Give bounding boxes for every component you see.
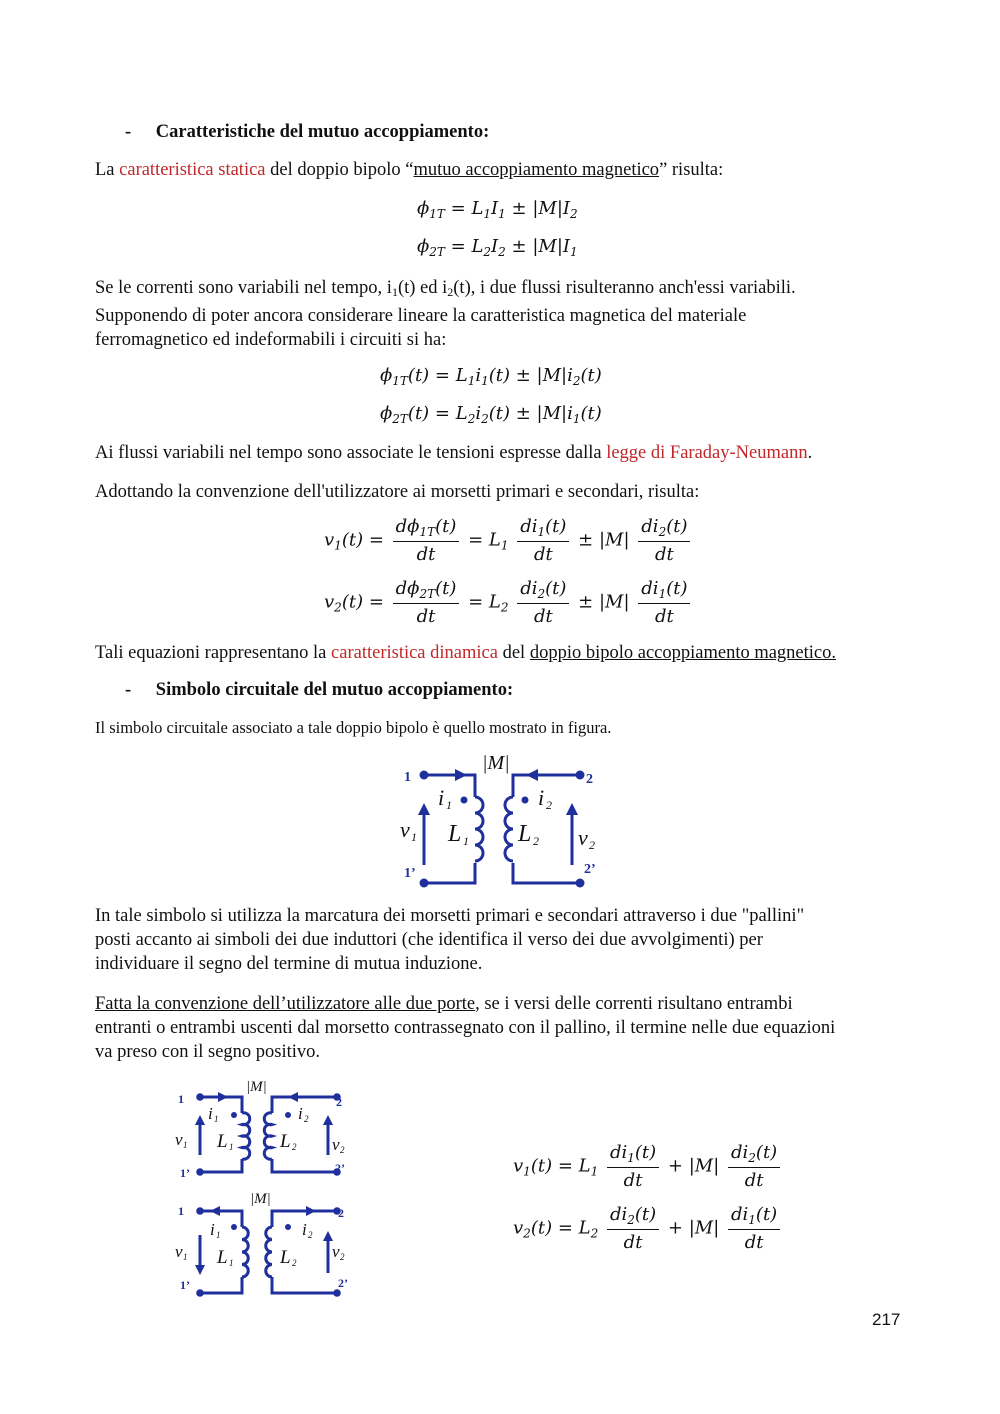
svg-text:2: 2 bbox=[336, 1095, 342, 1109]
highlight-term: legge di Faraday-Neumann bbox=[606, 443, 808, 463]
svg-text:v: v bbox=[332, 1242, 340, 1261]
equation-dynamic-2: $v_2(t)$ = $\frac{d\phi_{2T}(t)}{dt}$ = $L_2$ $\frac{di_2(t)}{dt}$ ± |M| $\frac{di_1(t)}{dt}$ bbox=[324, 578, 693, 627]
equation-static-2: $\phi_{2T} = L_2I_2 \pm |M|I_1$ bbox=[417, 236, 578, 259]
equation-flux-1: $\phi_{1T}(t) = L_1i_1(t) \pm |M|i_2(t)$ bbox=[380, 365, 602, 388]
underlined-term: doppio bipolo accoppiamento magnetico. bbox=[529, 643, 837, 663]
highlight-term: caratteristica statica bbox=[119, 160, 266, 180]
terminal-1p-label: 1’ bbox=[404, 866, 416, 881]
svg-text:|M|: |M| bbox=[246, 1079, 267, 1095]
page-number: 217 bbox=[872, 1310, 901, 1329]
terminal-1-label: 1 bbox=[404, 770, 411, 785]
svg-text:1: 1 bbox=[183, 1252, 188, 1262]
svg-text:2: 2 bbox=[546, 798, 552, 812]
svg-text:1: 1 bbox=[446, 798, 452, 812]
svg-text:2: 2 bbox=[308, 1230, 313, 1240]
svg-text:v: v bbox=[175, 1242, 183, 1261]
svg-text:|M|: |M| bbox=[250, 1191, 271, 1207]
bullet-dash: - bbox=[125, 122, 132, 142]
svg-text:v: v bbox=[332, 1135, 340, 1154]
svg-text:i: i bbox=[538, 785, 545, 810]
paragraph-static bbox=[95, 158, 723, 182]
equation-positive-1: $v_1(t) = L_1$ $\frac{di_1(t)}{dt}$ + |M| $\frac{di_2(t)}{dt}$ bbox=[513, 1142, 783, 1191]
svg-text:L: L bbox=[280, 1131, 291, 1152]
paragraph-time-varying: Se le correnti sono variabili nel tempo, i1(t) ed i2(t), i due flussi risulteranno anch'essi variabili. Supponendo di poter ancora considerare lineare la caratteristica magnetica del materiale ferromagnetico ed indeformabili i circuiti si ha: bbox=[95, 278, 796, 350]
svg-text:L: L bbox=[280, 1247, 291, 1268]
svg-text:2: 2 bbox=[589, 838, 595, 852]
svg-text:2’: 2’ bbox=[335, 1161, 345, 1175]
svg-text:L: L bbox=[217, 1247, 228, 1268]
section-title: Caratteristiche del mutuo accoppiamento: bbox=[155, 122, 490, 142]
svg-text:1’: 1’ bbox=[180, 1166, 190, 1180]
svg-text:2: 2 bbox=[292, 1258, 297, 1268]
svg-text:1: 1 bbox=[183, 1140, 188, 1150]
svg-text:L: L bbox=[518, 821, 532, 847]
text-run: La bbox=[95, 160, 120, 180]
svg-text:i: i bbox=[438, 785, 445, 810]
text-run: del doppio bipolo “ bbox=[265, 160, 414, 180]
text-run: ” risulta: bbox=[659, 160, 724, 180]
svg-text:v: v bbox=[400, 817, 410, 842]
highlight-term: caratteristica dinamica bbox=[331, 643, 498, 663]
equation-static-1: $\phi_{1T} = L_1I_1 \pm |M|I_2$ bbox=[417, 198, 578, 221]
mutual-inductance-label: |M| bbox=[482, 752, 510, 774]
terminal-2p-label: 2’ bbox=[584, 862, 596, 877]
equation-positive-2: $v_2(t) = L_2$ $\frac{di_2(t)}{dt}$ + |M| $\frac{di_1(t)}{dt}$ bbox=[513, 1204, 783, 1253]
paragraph-dot-marking: In tale simbolo si utilizza la marcatura dei morsetti primari e secondari attraverso i due "pallini" posti accanto ai simboli dei due induttori (che identifica il verso dei due avvolgimenti) per individuare il segno del termine di mutua induzione. bbox=[95, 906, 805, 974]
section-heading-1 bbox=[125, 122, 489, 143]
equation-dynamic-1: $v_1(t)$ = $\frac{d\phi_{1T}(t)}{dt}$ = $L_1$ $\frac{di_1(t)}{dt}$ ± |M| $\frac{di_2(t)}{dt}$ bbox=[324, 516, 693, 565]
svg-text:1’: 1’ bbox=[180, 1278, 190, 1292]
svg-text:v: v bbox=[175, 1130, 183, 1149]
equation-flux-2: $\phi_{2T}(t) = L_2i_2(t) \pm |M|i_1(t)$ bbox=[380, 403, 602, 426]
paragraph-symbol: Il simbolo circuitale associato a tale doppio bipolo è quello mostrato in figura. bbox=[95, 718, 612, 737]
svg-text:2: 2 bbox=[340, 1252, 345, 1262]
svg-text:1: 1 bbox=[229, 1258, 234, 1268]
svg-text:1: 1 bbox=[216, 1230, 221, 1240]
underlined-term: mutuo accoppiamento magnetico bbox=[413, 160, 660, 180]
mutual-coupling-symbol-figure bbox=[380, 745, 620, 895]
coupling-figure-exiting bbox=[172, 1185, 362, 1297]
svg-text:i: i bbox=[208, 1104, 213, 1123]
svg-text:v: v bbox=[578, 825, 588, 850]
svg-text:1: 1 bbox=[178, 1204, 184, 1218]
svg-text:1: 1 bbox=[463, 834, 469, 848]
coupling-figure-entering bbox=[172, 1075, 362, 1180]
section-heading-2 bbox=[125, 680, 513, 701]
svg-text:1: 1 bbox=[411, 830, 417, 844]
svg-text:L: L bbox=[217, 1131, 228, 1152]
svg-text:L: L bbox=[448, 821, 462, 847]
svg-text:i: i bbox=[298, 1104, 303, 1123]
svg-text:i: i bbox=[210, 1220, 215, 1239]
underlined-term: Fatta la convenzione dell’utilizzatore alle due porte bbox=[95, 994, 476, 1014]
section-title: Simbolo circuitale del mutuo accoppiamento: bbox=[155, 680, 514, 700]
svg-text:i: i bbox=[302, 1220, 307, 1239]
svg-text:2: 2 bbox=[340, 1145, 345, 1155]
svg-text:2: 2 bbox=[533, 834, 539, 848]
svg-text:2’: 2’ bbox=[338, 1276, 348, 1290]
bullet-dash: - bbox=[125, 680, 132, 700]
svg-text:1: 1 bbox=[214, 1114, 219, 1124]
svg-text:2: 2 bbox=[338, 1206, 344, 1220]
paragraph-faraday: Ai flussi variabili nel tempo sono associate le tensioni espresse dalla legge di Faraday-Neumann. bbox=[95, 443, 813, 463]
paragraph-dynamic: Tali equazioni rappresentano la caratteristica dinamica del doppio bipolo accoppiamento magnetico. bbox=[95, 643, 837, 663]
paragraph-sign-rule: Fatta la convenzione dell’utilizzatore alle due porte, se i versi delle correnti risultano entrambi entranti o entrambi uscenti dal morsetto contrassegnato con il pallino, il termine nelle due equazioni va preso con il segno positivo. bbox=[95, 994, 836, 1062]
terminal-2-label: 2 bbox=[586, 772, 593, 787]
svg-text:2: 2 bbox=[304, 1114, 309, 1124]
svg-text:1: 1 bbox=[178, 1092, 184, 1106]
svg-text:1: 1 bbox=[229, 1142, 234, 1152]
svg-text:2: 2 bbox=[292, 1142, 297, 1152]
paragraph-convention: Adottando la convenzione dell'utilizzatore ai morsetti primari e secondari, risulta: bbox=[95, 482, 700, 502]
